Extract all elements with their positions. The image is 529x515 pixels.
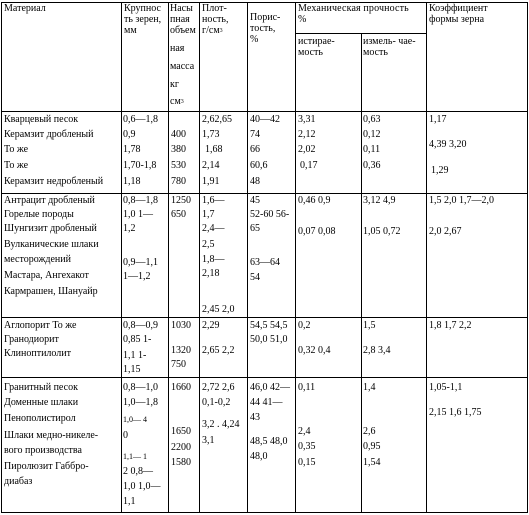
table-cell: 1,8 1,7 2,2 <box>429 320 472 331</box>
header-porosity-line1: Порис- <box>250 12 281 23</box>
table-cell: 380 <box>171 144 186 155</box>
table-cell: 0,63 <box>363 114 381 125</box>
table-cell: Пиролюзит Габбро- <box>4 461 89 472</box>
header-bulk-line2: пная <box>170 14 190 25</box>
table-cell: 2,72 2,6 <box>202 382 235 393</box>
table-cell: 1,0— 4 <box>123 415 147 424</box>
table-cell: вого производства <box>4 445 82 456</box>
table-cell: 1,1— 1 <box>123 452 147 461</box>
table-cell: 1,4 <box>363 382 376 393</box>
table-cell: 2,0 2,67 <box>429 226 462 237</box>
table-cell: 0 <box>123 430 128 441</box>
header-density-line1: Плот- <box>202 3 227 14</box>
table-cell: 1,7 <box>202 209 215 220</box>
table-cell: 1,18 <box>123 176 141 187</box>
header-size-line2: ть зерен, <box>124 14 162 25</box>
header-porosity-line3: % <box>250 34 259 45</box>
table-cell: 1,1 <box>123 496 136 507</box>
table-cell: 1,17 <box>429 114 447 125</box>
header-bulk-line5: масса <box>170 61 195 72</box>
table-cell: 3,1 <box>202 435 215 446</box>
table-cell: Кармрашен, Шануайр <box>4 286 98 297</box>
header-bulk-line1: Насы <box>170 3 193 14</box>
table-cell: 45 <box>250 195 260 206</box>
table-cell: 0,1-0,2 <box>202 397 231 408</box>
table-cell: 0,6—1,8 <box>123 114 158 125</box>
table-border-bottom <box>1 512 527 513</box>
table-cell: 0,17 <box>300 160 318 171</box>
table-cell: 2,62,65 <box>202 114 232 125</box>
table-cell: 0,46 0,9 <box>298 195 331 206</box>
table-cell: 48,0 <box>250 451 268 462</box>
table-cell: Пенополистирол <box>4 413 76 424</box>
table-cell: 1,8— <box>202 254 225 265</box>
table-cell: 2,02 <box>298 144 316 155</box>
row-divider-2 <box>1 317 527 318</box>
table-border-left <box>1 2 2 513</box>
table-cell: 74 <box>250 129 260 140</box>
table-cell: 1,5 <box>363 320 376 331</box>
table-cell: 2,15 1,6 1,75 <box>429 407 482 418</box>
table-cell: 48,5 48,0 <box>250 436 288 447</box>
table-cell: То же <box>4 160 29 171</box>
table-cell: 3,31 <box>298 114 316 125</box>
table-cell: 1,05-1,1 <box>429 382 463 393</box>
table-cell: 0,11 <box>298 382 316 393</box>
header-material: Материал <box>4 3 46 14</box>
table-cell: 1,5 2,0 1,7—2,0 <box>429 195 494 206</box>
header-bottom-rule <box>1 111 527 112</box>
table-cell: 0,07 0,08 <box>298 226 336 237</box>
table-border-right <box>527 2 528 513</box>
table-cell: 750 <box>171 359 186 370</box>
table-cell: 66 <box>250 144 260 155</box>
header-grinding-line2: мость <box>363 47 388 58</box>
table-cell: 0,2 <box>298 320 311 331</box>
table-cell: Мастара, Ангехакот <box>4 270 89 281</box>
table-cell: 1650 <box>171 426 191 437</box>
table-cell: 60,6 <box>250 160 268 171</box>
header-abrasion-line2: мость <box>298 47 323 58</box>
table-cell: 1,0 1— <box>123 209 153 220</box>
table-cell: То же <box>4 144 29 155</box>
header-grinding-line1: измель- чае- <box>363 36 416 47</box>
table-cell: Аглопорит То же <box>4 320 77 331</box>
table-cell: 1,6— <box>202 195 225 206</box>
table-cell: 1,0—1,8 <box>123 397 158 408</box>
table-cell: 1—1,2 <box>123 271 151 282</box>
table-cell: 2,8 3,4 <box>363 345 391 356</box>
table-cell: 0,8—1,0 <box>123 382 158 393</box>
table-cell: месторождений <box>4 254 71 265</box>
table-cell: 54,5 54,5 <box>250 320 288 331</box>
table-cell: 2,18 <box>202 268 220 279</box>
table-cell: 2,12 <box>298 129 316 140</box>
table-cell: 2,29 <box>202 320 220 331</box>
table-cell: 2,4 <box>298 426 311 437</box>
col-divider-coef <box>426 2 427 513</box>
table-cell: Керамзит дробленый <box>4 129 94 140</box>
table-cell: 2 0,8— <box>123 466 153 477</box>
table-cell: 1,2 <box>123 223 136 234</box>
table-cell: 50,0 51,0 <box>250 334 288 345</box>
table-cell: 0,11 <box>363 144 381 155</box>
col-divider-grinding <box>361 33 362 513</box>
col-divider-density <box>199 2 200 513</box>
row-divider-3 <box>1 377 527 378</box>
table-cell: 1580 <box>171 457 191 468</box>
header-mechanical-percent: % <box>298 14 307 25</box>
row-divider-1 <box>1 193 527 194</box>
col-divider-bulk <box>168 2 169 513</box>
table-cell: 44 41— <box>250 397 283 408</box>
table-cell: 1,68 <box>205 144 223 155</box>
table-cell: Клиноптилолит <box>4 348 72 359</box>
header-mechanical-strength: Механическая прочность <box>298 3 409 14</box>
col-divider-porosity <box>247 2 248 513</box>
table-cell: 400 <box>171 129 186 140</box>
table-cell: 2,4— <box>202 223 225 234</box>
table-cell: 2200 <box>171 442 191 453</box>
table-cell: 0,12 <box>363 129 381 140</box>
table-cell: Вулканические шлаки <box>4 239 99 250</box>
table-cell: 2,45 2,0 <box>202 304 235 315</box>
table-cell: 4,39 3,20 <box>429 139 467 150</box>
table-cell: 2,14 <box>202 160 220 171</box>
table-cell: 1660 <box>171 382 191 393</box>
table-cell: 1,1 1- <box>123 350 147 361</box>
header-abrasion-line1: истирае- <box>298 36 335 47</box>
table-cell: 54 <box>250 272 260 283</box>
table-cell: 2,6 <box>363 426 376 437</box>
table-cell: 0,32 0,4 <box>298 345 331 356</box>
table-cell: Шлаки медно-никеле- <box>4 430 99 441</box>
table-cell: 2,65 2,2 <box>202 345 235 356</box>
table-cell: Шунгизит дробленый <box>4 223 97 234</box>
table-cell: Керамзит недробленый <box>4 176 104 187</box>
header-density-line2: ность, <box>202 14 229 25</box>
table-cell: 3,2 . 4,24 <box>202 419 240 430</box>
table-cell: 1250 <box>171 195 191 206</box>
table-cell: 0,9—1,1 <box>123 257 158 268</box>
header-density-line3: $г/см^3$ <box>202 25 223 36</box>
header-bulk-line3: объем <box>170 25 196 36</box>
table-cell: 2,5 <box>202 239 215 250</box>
table-cell: 3,12 4,9 <box>363 195 396 206</box>
table-cell: 48 <box>250 176 260 187</box>
table-cell: 1,70-1,8 <box>123 160 157 171</box>
table-cell: 1,54 <box>363 457 381 468</box>
table-cell: 1,0 1,0— <box>123 481 161 492</box>
header-bulk-line4: ная <box>170 43 185 54</box>
table-cell: 1,91 <box>202 176 220 187</box>
table-cell: 43 <box>250 412 260 423</box>
table-cell: 65 <box>250 223 260 234</box>
table-cell: Гранодиорит <box>4 334 59 345</box>
table-cell: 0,35 <box>298 441 316 452</box>
table-cell: 0,8—0,9 <box>123 320 158 331</box>
table-cell: 1,05 0,72 <box>363 226 401 237</box>
table-cell: диабаз <box>4 476 33 487</box>
table-cell: 1,29 <box>431 165 449 176</box>
table-cell: 46,0 42— <box>250 382 290 393</box>
table-cell: 0,8—1,8 <box>123 195 158 206</box>
table-cell: 1,15 <box>123 364 141 375</box>
table-cell: 1030 <box>171 320 191 331</box>
header-bulk-line6: кг <box>170 79 179 90</box>
table-cell: Горелые породы <box>4 209 74 220</box>
table-cell: 0,36 <box>363 160 381 171</box>
table-cell: 0,95 <box>363 441 381 452</box>
table-cell: 52-60 56- <box>250 209 290 220</box>
table-cell: 1,73 <box>202 129 220 140</box>
table-cell: 0,15 <box>298 457 316 468</box>
table-cell: Гранитный песок <box>4 382 78 393</box>
table-cell: 63—64 <box>250 257 280 268</box>
table-cell: 0,9 <box>123 129 136 140</box>
header-size-line1: Крупнос <box>124 3 161 14</box>
header-coefficient-line2: формы зерна <box>429 14 485 25</box>
table-cell: 780 <box>171 176 186 187</box>
col-divider-abrasion <box>295 2 296 513</box>
col-divider-size <box>121 2 122 513</box>
table-cell: 1,78 <box>123 144 141 155</box>
table-cell: Антрацит дробленый <box>4 195 95 206</box>
header-bulk-line7: $см^3$ <box>170 96 184 107</box>
table-cell: Кварцевый песок <box>4 114 79 125</box>
table-cell: Доменные шлаки <box>4 397 79 408</box>
table-cell: 0,85 1- <box>123 334 152 345</box>
table-cell: 40—42 <box>250 114 280 125</box>
header-coefficient-line1: Коэффициент <box>429 3 488 14</box>
header-size-line3: мм <box>124 25 137 36</box>
header-porosity-line2: тость, <box>250 23 276 34</box>
table-cell: 650 <box>171 209 186 220</box>
table-cell: 530 <box>171 160 186 171</box>
table-cell: 1320 <box>171 345 191 356</box>
